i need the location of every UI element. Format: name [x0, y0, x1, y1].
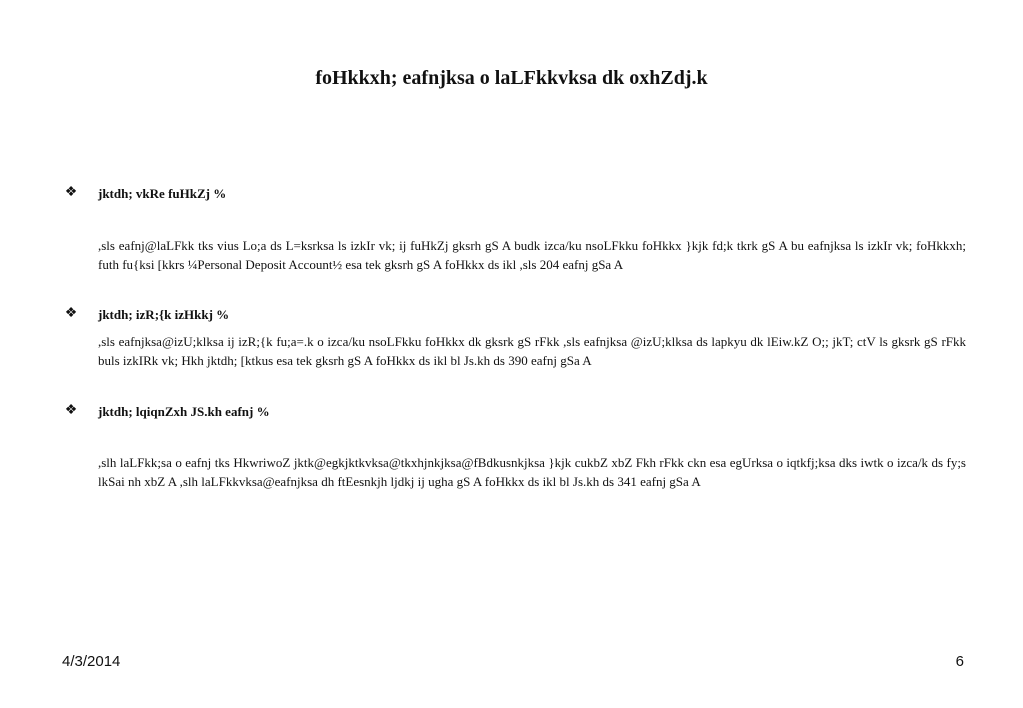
diamond-bullet-icon: ❖ — [64, 185, 78, 200]
diamond-bullet-icon: ❖ — [64, 306, 78, 321]
section-heading: jktdh; lqiqnZxh JS.kh eafnj % — [98, 404, 270, 419]
section-heading: jktdh; izR;{k izHkkj % — [98, 307, 230, 322]
slide-title: foHkkxh; eafnjksa o laLFkkvksa dk oxhZdj.k — [315, 67, 708, 89]
section-body: ,sls eafnjksa@izU;klksa ij izR;{k fu;a=.k o izca/ku nsoLFkku foHkkx dk gksrk gS rFkk ,sls eafnjksa @izU;klksa ds lapkyu dk lEiw.kZ O;; jkT; ctV ls gksrk gS rFkk buls izkIRk vk; Hkh jktdh; [ktkus esa tek gksrh gS A foHkkx ds ikl bl Js.kh ds 390 eafnj gSa A — [98, 334, 966, 368]
page-number: 6 — [955, 653, 964, 670]
diamond-bullet-icon: ❖ — [64, 403, 78, 418]
section-body: ,sls eafnj@laLFkk tks vius Lo;a ds L=ksrksa ls izkIr vk; ij fuHkZj gksrh gS A budk izca/ku nsoLFkku foHkkx }kjk fd;k tkrk gS A bu eafnjksa ls izkIr vk; foHkkxh; futh fu{ksi [kkrs ¼Personal Deposit Account½ esa tek gksrh gS A foHkkx ds ikl ,sls 204 eafnj gSa A — [98, 238, 966, 272]
footer-date: 4/3/2014 — [62, 653, 121, 670]
section-heading: jktdh; vkRe fuHkZj % — [98, 186, 227, 201]
section-body: ,slh laLFkk;sa o eafnj tks HkwriwoZ jktk@egkjktkvksa@tkxhjnkjksa@fBdkusnkjksa }kjk cukbZ xbZ Fkh rFkk ckn esa egUrksa o iqtkfj;ksa dks iwtk o izca/k ds fy;s lkSai nh xbZ A ,slh laLFkkvksa@eafnjksa dh ftEesnkjh ljdkj ij ugha gS A foHkkx ds ikl bl Js.kh ds 341 eafnj gSa A — [98, 455, 966, 489]
